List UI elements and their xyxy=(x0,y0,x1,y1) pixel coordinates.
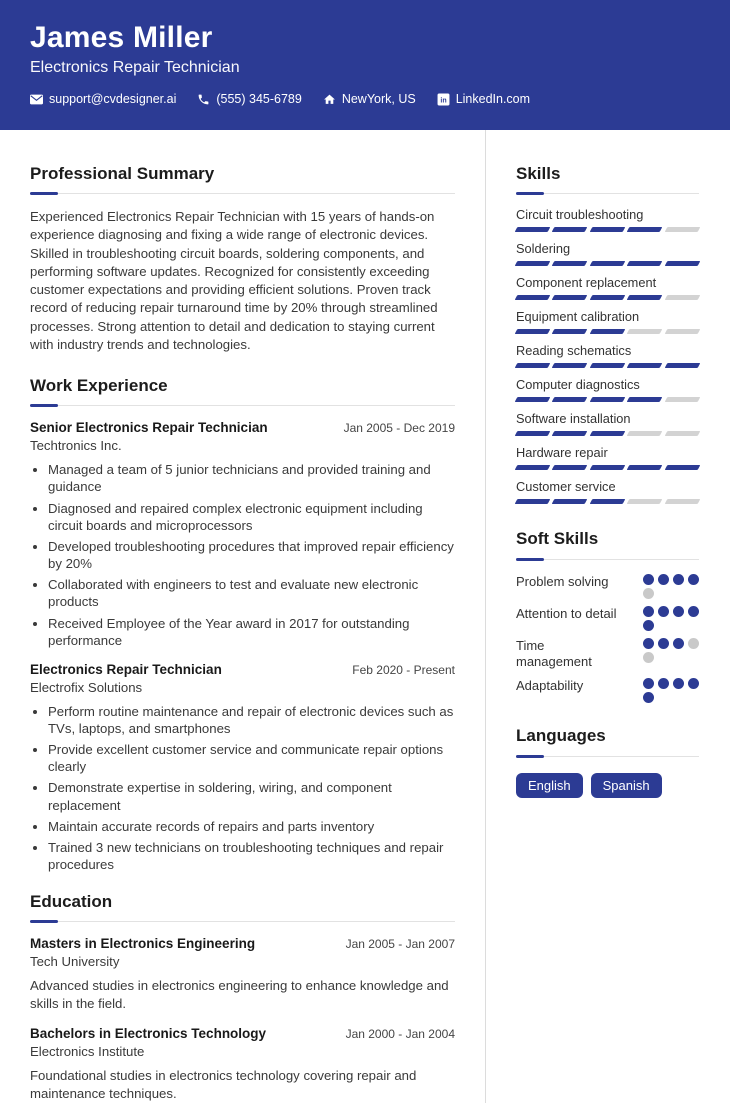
meter-segment-filled xyxy=(515,431,551,436)
skill-meter xyxy=(516,261,699,266)
job-bullets xyxy=(30,461,455,649)
meter-segment-empty xyxy=(664,295,700,300)
section-heading: Skills xyxy=(516,164,561,183)
dot-filled xyxy=(658,606,669,617)
person-job-title: Electronics Repair Technician xyxy=(30,59,240,76)
section-divider xyxy=(516,192,699,195)
meter-segment-filled xyxy=(552,261,588,266)
heading-rule-line xyxy=(58,405,455,406)
contact-email xyxy=(30,92,176,106)
education-header xyxy=(30,936,455,951)
dot-filled xyxy=(688,678,699,689)
section-divider xyxy=(516,558,699,561)
meter-segment-filled xyxy=(515,227,551,232)
meter-segment-filled xyxy=(589,499,625,504)
dot-filled xyxy=(673,606,684,617)
meter-segment-filled xyxy=(515,329,551,334)
skill-item xyxy=(516,207,699,232)
contact-phone-text: (555) 345-6789 xyxy=(216,92,302,106)
meter-segment-filled xyxy=(589,329,625,334)
meter-segment-filled xyxy=(664,465,700,470)
skill-meter xyxy=(516,431,699,436)
soft-skill-label: Adaptability xyxy=(516,678,584,694)
contact-row xyxy=(30,92,700,106)
job-dates: Jan 2005 - Dec 2019 xyxy=(343,421,455,436)
job-bullet: • Demonstrate expertise in soldering, wiring, and component replacement xyxy=(48,779,455,813)
left-column xyxy=(30,130,486,1103)
heading-rule-line xyxy=(58,193,455,194)
heading-rule-line xyxy=(544,559,699,560)
section-heading: Soft Skills xyxy=(516,529,599,549)
linkedin-icon xyxy=(437,93,450,106)
skills-list xyxy=(516,207,699,504)
job-bullet: • Diagnosed and repaired complex electronic equipment including circuit boards and microprocessors xyxy=(48,500,455,534)
meter-segment-filled xyxy=(664,261,700,266)
heading-accent-bar xyxy=(516,558,544,561)
resume-header xyxy=(0,0,730,130)
meter-segment-filled xyxy=(627,397,663,402)
soft-skill-label: Time management xyxy=(516,637,592,670)
contact-linkedin-text: LinkedIn.com xyxy=(455,92,531,106)
skill-label: Component replacement xyxy=(516,275,657,291)
meter-segment-filled xyxy=(515,499,551,504)
job-dates: Feb 2020 - Present xyxy=(352,662,455,677)
meter-segment-filled xyxy=(552,397,588,402)
skill-item xyxy=(516,241,699,266)
meter-segment-filled xyxy=(552,227,588,232)
soft-skill-dots xyxy=(643,678,699,703)
dot-filled xyxy=(643,620,654,631)
skill-label: Equipment calibration xyxy=(516,309,640,325)
meter-segment-filled xyxy=(552,363,588,368)
meter-segment-filled xyxy=(664,363,700,368)
soft-skill-dots xyxy=(643,574,699,599)
skill-meter xyxy=(516,397,699,402)
language-badge: Spanish xyxy=(591,773,662,799)
job-header xyxy=(30,420,455,435)
meter-segment-filled xyxy=(627,295,663,300)
meter-segment-filled xyxy=(589,465,625,470)
soft-skill-dots xyxy=(643,606,699,631)
job-title: Electronics Repair Technician xyxy=(30,661,222,677)
section-heading: Languages xyxy=(516,726,606,746)
degree-dates: Jan 2000 - Jan 2004 xyxy=(345,1027,455,1042)
job-bullet: • Managed a team of 5 junior technicians and provided training and guidance xyxy=(48,461,455,495)
meter-segment-empty xyxy=(627,329,663,334)
meter-segment-filled xyxy=(552,499,588,504)
job-company: Electrofix Solutions xyxy=(30,679,143,695)
section-soft-skills xyxy=(516,528,699,703)
section-heading: Professional Summary xyxy=(30,164,215,183)
skill-meter xyxy=(516,295,699,300)
job-header xyxy=(30,662,455,677)
meter-segment-filled xyxy=(589,261,625,266)
job-bullet: • Perform routine maintenance and repair of electronic devices such as TVs, laptops, and smartphones xyxy=(48,703,455,737)
section-work-experience xyxy=(30,375,455,873)
language-pills xyxy=(516,773,699,799)
meter-segment-filled xyxy=(589,431,625,436)
soft-skill-item xyxy=(516,638,699,672)
education-entry xyxy=(30,936,455,1013)
job-bullet: • Received Employee of the Year award in 2017 for outstanding performance xyxy=(48,615,455,649)
meter-segment-filled xyxy=(589,227,625,232)
education-header xyxy=(30,1026,455,1041)
degree-description: Advanced studies in electronics engineering to enhance knowledge and skills in the field. xyxy=(30,978,449,1012)
heading-rule-line xyxy=(58,921,455,922)
meter-segment-filled xyxy=(515,295,551,300)
dot-filled xyxy=(658,638,669,649)
meter-segment-empty xyxy=(627,499,663,504)
contact-location-text: NewYork, US xyxy=(341,92,416,106)
soft-skill-dots xyxy=(643,638,699,663)
dot-empty xyxy=(643,652,654,663)
skill-item xyxy=(516,309,699,334)
svg-text:in: in xyxy=(440,96,447,104)
section-professional-summary xyxy=(30,163,455,354)
section-divider xyxy=(30,192,455,195)
job-bullet: • Maintain accurate records of repairs and parts inventory xyxy=(48,818,455,835)
right-column xyxy=(486,130,699,1103)
resume-body xyxy=(0,130,730,1103)
dot-filled xyxy=(673,678,684,689)
soft-skill-item xyxy=(516,678,699,703)
meter-segment-filled xyxy=(552,431,588,436)
dot-filled xyxy=(643,606,654,617)
job-bullet: • Collaborated with engineers to test and evaluate new electronic products xyxy=(48,576,455,610)
soft-skill-label: Problem solving xyxy=(516,573,609,589)
meter-segment-filled xyxy=(515,363,551,368)
meter-segment-filled xyxy=(515,261,551,266)
section-heading: Education xyxy=(30,892,113,912)
heading-accent-bar xyxy=(516,755,544,758)
contact-phone xyxy=(197,92,301,106)
job-bullet: • Provide excellent customer service and communicate repair options clearly xyxy=(48,741,455,775)
job-bullets xyxy=(30,703,455,873)
job-title: Senior Electronics Repair Technician xyxy=(30,420,268,436)
job-entry xyxy=(30,420,455,649)
section-heading: Work Experience xyxy=(30,376,168,395)
meter-segment-filled xyxy=(589,295,625,300)
meter-segment-filled xyxy=(552,465,588,470)
dot-filled xyxy=(673,574,684,585)
heading-accent-bar xyxy=(30,192,58,195)
dot-filled xyxy=(643,692,654,703)
soft-skill-item xyxy=(516,606,699,631)
meter-segment-empty xyxy=(664,431,700,436)
heading-accent-bar xyxy=(516,192,544,195)
soft-skill-item xyxy=(516,574,699,599)
dot-empty xyxy=(688,638,699,649)
section-divider xyxy=(30,404,455,407)
skill-item xyxy=(516,343,699,368)
heading-accent-bar xyxy=(30,920,58,923)
section-divider xyxy=(516,755,699,758)
skill-label: Soldering xyxy=(516,241,571,257)
meter-segment-filled xyxy=(627,465,663,470)
heading-rule-line xyxy=(544,756,699,757)
skill-meter xyxy=(516,465,699,470)
section-divider xyxy=(30,920,455,923)
meter-segment-filled xyxy=(552,295,588,300)
dot-filled xyxy=(658,574,669,585)
education-entry xyxy=(30,1026,455,1103)
language-badge: English xyxy=(516,773,583,799)
job-entry xyxy=(30,662,455,873)
skill-label: Hardware repair xyxy=(516,445,608,461)
skill-item xyxy=(516,377,699,402)
soft-skill-label: Attention to detail xyxy=(516,605,617,621)
skill-meter xyxy=(516,363,699,368)
dot-filled xyxy=(643,638,654,649)
skill-item xyxy=(516,479,699,504)
dot-filled xyxy=(658,678,669,689)
heading-rule-line xyxy=(544,193,699,194)
meter-segment-empty xyxy=(664,499,700,504)
dot-filled xyxy=(688,574,699,585)
meter-segment-filled xyxy=(589,363,625,368)
meter-segment-empty xyxy=(664,227,700,232)
job-bullet: • Developed troubleshooting procedures that improved repair efficiency by 20% xyxy=(48,538,455,572)
meter-segment-filled xyxy=(515,397,551,402)
skill-item xyxy=(516,411,699,436)
skill-item xyxy=(516,275,699,300)
meter-segment-empty xyxy=(664,329,700,334)
contact-email-text: support@cvdesigner.ai xyxy=(49,92,177,106)
skill-item xyxy=(516,445,699,470)
skill-label: Circuit troubleshooting xyxy=(516,207,644,223)
meter-segment-filled xyxy=(627,227,663,232)
phone-icon xyxy=(197,93,210,106)
email-icon xyxy=(30,93,43,106)
meter-segment-filled xyxy=(627,363,663,368)
skill-label: Computer diagnostics xyxy=(516,377,640,393)
contact-linkedin xyxy=(437,92,530,106)
skill-meter xyxy=(516,329,699,334)
degree-description: Foundational studies in electronics technology covering repair and maintenance techniques. xyxy=(30,1068,417,1101)
meter-segment-filled xyxy=(627,261,663,266)
skill-meter xyxy=(516,227,699,232)
degree-title: Masters in Electronics Engineering xyxy=(30,936,256,952)
section-languages xyxy=(516,725,699,798)
meter-segment-filled xyxy=(552,329,588,334)
skill-label: Customer service xyxy=(516,479,616,495)
job-company: Techtronics Inc. xyxy=(30,438,122,454)
degree-school: Electronics Institute xyxy=(30,1044,145,1060)
meter-segment-empty xyxy=(627,431,663,436)
section-skills xyxy=(516,163,699,504)
skill-label: Software installation xyxy=(516,411,631,427)
meter-segment-filled xyxy=(589,397,625,402)
soft-skills-list xyxy=(516,574,699,704)
summary-text: Experienced Electronics Repair Technician with 15 years of hands-on experience diagnosing and fixing a wide range of electronic devices. Skilled in troubleshooting circuit boards, soldering components, and performing software updates. Recognized for consistently exceeding customer expectations and providing efficient solutions. Proven track record of reducing repair turnaround time by 20% through streamlined processes. Strong attention to detail and dedication to staying current with industry trends and technologies. xyxy=(30,209,438,352)
meter-segment-empty xyxy=(664,397,700,402)
dot-empty xyxy=(643,588,654,599)
dot-filled xyxy=(643,678,654,689)
dot-filled xyxy=(673,638,684,649)
contact-location xyxy=(323,92,416,106)
degree-dates: Jan 2005 - Jan 2007 xyxy=(345,937,455,952)
dot-filled xyxy=(643,574,654,585)
skill-meter xyxy=(516,499,699,504)
heading-accent-bar xyxy=(30,404,58,407)
dot-filled xyxy=(688,606,699,617)
job-bullet: • Trained 3 new technicians on troubleshooting techniques and repair procedures xyxy=(48,839,455,873)
person-name: James Miller xyxy=(30,21,213,54)
skill-label: Reading schematics xyxy=(516,343,632,359)
section-education xyxy=(30,891,455,1103)
home-icon xyxy=(323,93,336,106)
degree-school: Tech University xyxy=(30,954,120,970)
degree-title: Bachelors in Electronics Technology xyxy=(30,1026,267,1042)
meter-segment-filled xyxy=(515,465,551,470)
